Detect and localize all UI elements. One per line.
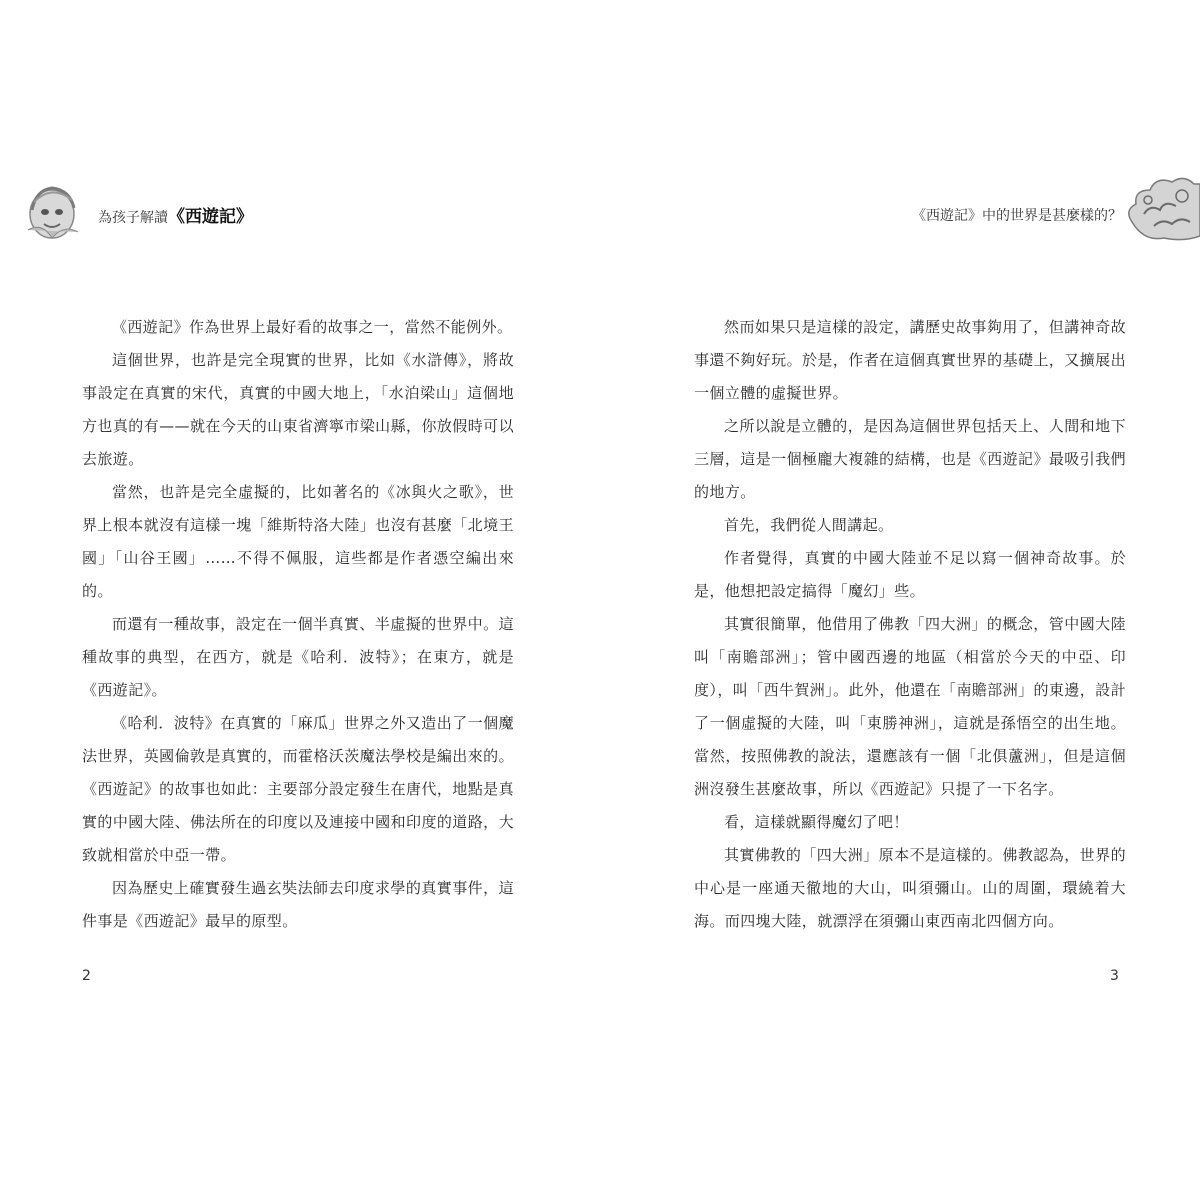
page-number-right: 3 [1110,968,1119,984]
paragraph: 《哈利．波特》在真實的「麻瓜」世界之外又造出了一個魔法世界，英國倫敦是真實的，而霍格沃茨魔法學校是編出來的。《西遊記》的故事也如此：主要部分設定發生在唐代，地點是真實的中國大陸、佛法所在的印度以及連接中國和印度的道路，大致就相當於中亞一帶。 [82,714,514,864]
right-body-text [694,311,1126,938]
paragraph: 其實佛教的「四大洲」原本不是這樣的。佛教認為，世界的中心是一座通天徹地的大山，叫須彌山。山的周圍，環繞着大海。而四塊大陸，就漂浮在須彌山東西南北四個方向。 [694,846,1126,930]
right-page [600,0,1200,1200]
paragraph: 而還有一種故事，設定在一個半真實、半虛擬的世界中。這種故事的典型，在西方，就是《哈利．波特》；在東方，就是《西遊記》。 [82,615,514,699]
running-header-right: 《西遊記》中的世界是甚麼樣的？ [912,208,1122,224]
monkey-king-portrait-icon [22,180,90,240]
paragraph: 其實很簡單，他借用了佛教「四大洲」的概念，管中國大陸叫「南贍部洲」；管中國西邊的地區（相當於今天的中亞、印度），叫「西牛賀洲」。此外，他還在「南贍部洲」的東邊，設計了一個虛擬的大陸，叫「東勝神洲」，這就是孫悟空的出生地。當然，按照佛教的說法，還應該有一個「北俱蘆洲」，但是這個洲沒發生甚麼故事，所以《西遊記》只提了一下名字。 [694,615,1126,798]
paragraph: 看，這樣就顯得魔幻了吧！ [724,813,909,831]
running-header-left [98,202,253,227]
paragraph: 因為歷史上確實發生過玄奘法師去印度求學的真實事件，這件事是《西遊記》最早的原型。 [82,879,514,930]
left-body-text [82,311,514,938]
paragraph: 然而如果只是這樣的設定，講歷史故事夠用了，但講神奇故事還不夠好玩。於是，作者在這個真實世界的基礎上，又擴展出一個立體的虛擬世界。 [694,318,1126,402]
header-book-title: 《西遊記》 [168,207,253,227]
paragraph: 首先，我們從人間講起。 [724,516,894,534]
paragraph: 當然，也許是完全虛擬的，比如著名的《冰與火之歌》，世界上根本就沒有這樣一塊「維斯特洛大陸」也沒有甚麼「北境王國」「山谷王國」……不得不佩服，這些都是作者憑空編出來的。 [82,483,514,600]
paragraph: 之所以說是立體的，是因為這個世界包括天上、人間和地下三層，這是一個極龐大複雜的結構，也是《西遊記》最吸引我們的地方。 [694,417,1126,501]
header-prefix: 為孩子解讀 [98,210,168,226]
paragraph: 《西遊記》作為世界上最好看的故事之一，當然不能例外。 [112,318,513,336]
paragraph: 作者覺得，真實的中國大陸並不足以寫一個神奇故事。於是，他想把設定搞得「魔幻」些。 [694,549,1126,600]
page-number-left: 2 [82,968,91,984]
paragraph: 這個世界，也許是完全現實的世界，比如《水滸傳》，將故事設定在真實的宋代，真實的中國大地上，「水泊梁山」這個地方也真的有——就在今天的山東省濟寧市梁山縣，你放假時可以去旅遊。 [82,351,514,468]
cloud-ornament-icon [1124,170,1200,244]
